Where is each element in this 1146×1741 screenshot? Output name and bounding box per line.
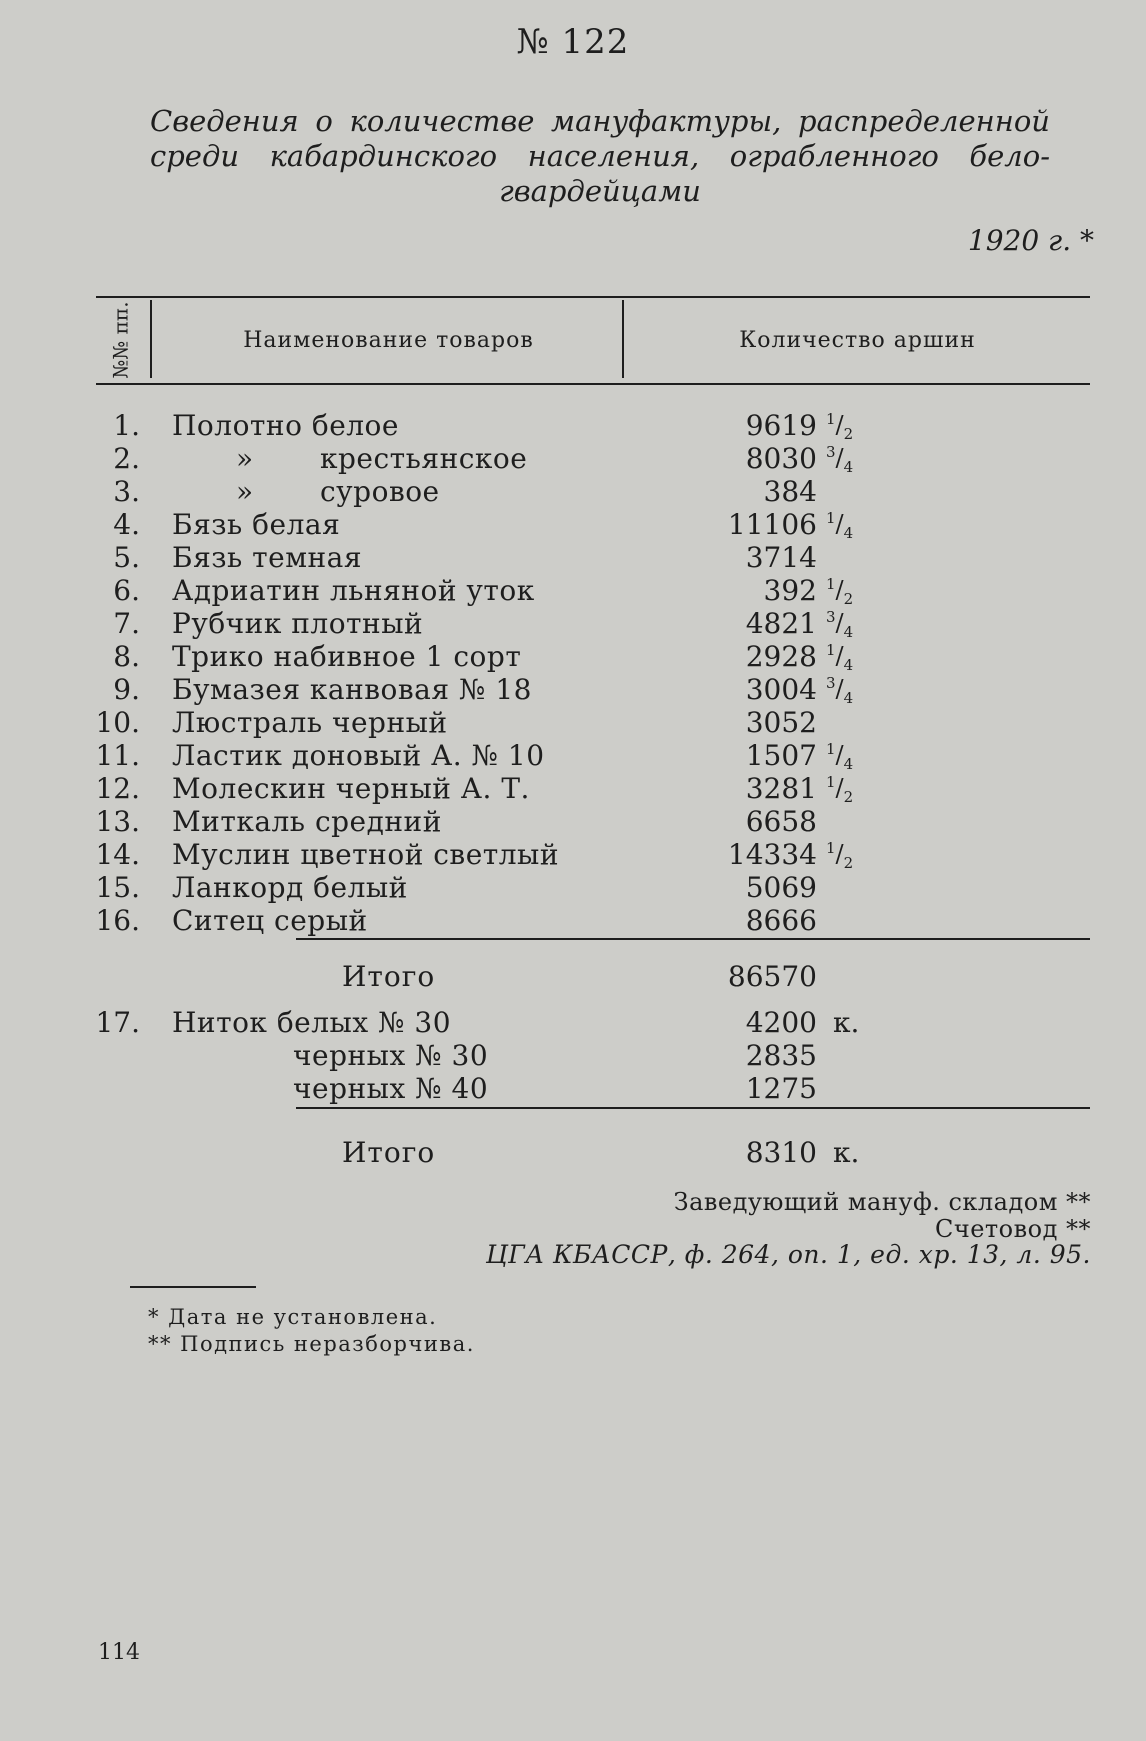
table-body bbox=[0, 409, 1146, 937]
table-row bbox=[0, 442, 1146, 475]
item-quantity: 2928 bbox=[745, 640, 817, 673]
table-row bbox=[0, 409, 1146, 442]
row-number: 9. bbox=[113, 673, 140, 706]
item-quantity: 2835 bbox=[745, 1039, 817, 1072]
total-label: Итого bbox=[342, 1136, 436, 1169]
table-row bbox=[0, 739, 1146, 772]
row-number: 1. bbox=[113, 409, 140, 442]
item-fraction: $^3/_4$ bbox=[826, 608, 854, 641]
column-divider-2 bbox=[622, 300, 624, 378]
row-number: 5. bbox=[113, 541, 140, 574]
item-name: Трико набивное 1 сорт bbox=[172, 640, 522, 673]
item-unit: к. bbox=[833, 1006, 860, 1039]
table-row bbox=[0, 475, 1146, 508]
item-quantity: 9619 bbox=[745, 409, 817, 442]
item-name: Ниток белых № 30 bbox=[172, 1006, 452, 1039]
total-unit: к. bbox=[833, 1136, 860, 1169]
table-row bbox=[0, 640, 1146, 673]
column-header-number bbox=[96, 300, 146, 380]
column-header-number-text: №№ пп. bbox=[109, 301, 134, 379]
table-row bbox=[0, 541, 1146, 574]
row-number: 14. bbox=[95, 838, 140, 871]
item-name: Люстраль черный bbox=[172, 706, 448, 739]
item-quantity: 384 bbox=[763, 475, 817, 508]
table-row bbox=[0, 904, 1146, 937]
table-row bbox=[0, 574, 1146, 607]
footnote-1: * Дата не установлена. bbox=[148, 1305, 438, 1329]
row-number: 11. bbox=[95, 739, 140, 772]
row-number: 7. bbox=[113, 607, 140, 640]
row-number: 6. bbox=[113, 574, 140, 607]
item-fraction: $^1/_4$ bbox=[826, 641, 854, 674]
item-name: Молескин черный А. Т. bbox=[172, 772, 530, 805]
item-quantity: 1275 bbox=[745, 1072, 817, 1105]
item-name: Муслин цветной светлый bbox=[172, 838, 559, 871]
row-number: 13. bbox=[95, 805, 140, 838]
item-quantity: 14334 bbox=[727, 838, 817, 871]
total-value: 86570 bbox=[727, 960, 817, 993]
table-row bbox=[0, 1072, 1146, 1105]
item-quantity: 392 bbox=[763, 574, 817, 607]
item-quantity: 4200 bbox=[745, 1006, 817, 1039]
total-value: 8310 bbox=[745, 1136, 817, 1169]
ditto-mark: » bbox=[236, 475, 254, 508]
document-date: 1920 г. * bbox=[967, 224, 1094, 257]
row-number: 15. bbox=[95, 871, 140, 904]
item-quantity: 3052 bbox=[745, 706, 817, 739]
item-name: Ситец серый bbox=[172, 904, 368, 937]
document-number: № 122 bbox=[516, 22, 630, 62]
table-row bbox=[0, 508, 1146, 541]
item-fraction: $^3/_4$ bbox=[826, 443, 854, 476]
table-row bbox=[0, 871, 1146, 904]
row-number: 4. bbox=[113, 508, 140, 541]
signature-accountant: Счетовод ** bbox=[934, 1215, 1091, 1243]
item-name: Ластик доновый А. № 10 bbox=[172, 739, 545, 772]
item-quantity: 6658 bbox=[745, 805, 817, 838]
column-divider-1 bbox=[150, 300, 152, 378]
item-fraction: $^1/_2$ bbox=[826, 575, 854, 608]
item-quantity: 3281 bbox=[745, 772, 817, 805]
page-number: 114 bbox=[98, 1640, 140, 1665]
item-name: Рубчик плотный bbox=[172, 607, 424, 640]
item-fraction: $^1/_4$ bbox=[826, 509, 854, 542]
item-fraction: $^3/_4$ bbox=[826, 674, 854, 707]
table-top-rule bbox=[96, 296, 1090, 298]
row-number: 12. bbox=[95, 772, 140, 805]
document-title: Сведения о количестве мануфактуры, распределенной среди кабардинского населения, ограбленного бело-гвардейцами bbox=[150, 104, 1050, 208]
item-name: Полотно белое bbox=[172, 409, 399, 442]
table-row bbox=[0, 772, 1146, 805]
item-fraction: $^1/_2$ bbox=[826, 773, 854, 806]
item-name: Миткаль средний bbox=[172, 805, 442, 838]
footnote-2: ** Подпись неразборчива. bbox=[148, 1332, 475, 1356]
row-number: 10. bbox=[95, 706, 140, 739]
item-name-text: суровое bbox=[320, 475, 440, 508]
item-fraction: $^1/_4$ bbox=[826, 740, 854, 773]
item-name: Бумазея канвовая № 18 bbox=[172, 673, 532, 706]
footnote-rule bbox=[130, 1286, 256, 1288]
row-number: 2. bbox=[113, 442, 140, 475]
item-fraction: $^1/_2$ bbox=[826, 410, 854, 443]
item-name: Бязь белая bbox=[172, 508, 341, 541]
row-number: 3. bbox=[113, 475, 140, 508]
archive-source: ЦГА КБАССР, ф. 264, оп. 1, ед. хр. 13, л. 95. bbox=[485, 1240, 1091, 1269]
table-row bbox=[0, 607, 1146, 640]
item-quantity: 8666 bbox=[745, 904, 817, 937]
item-quantity: 5069 bbox=[745, 871, 817, 904]
total-rule-1 bbox=[296, 938, 1090, 940]
item-quantity: 3004 bbox=[745, 673, 817, 706]
table-header-bottom-rule bbox=[96, 383, 1090, 385]
column-header-quantity: Количество аршин bbox=[739, 327, 976, 353]
row-number: 8. bbox=[113, 640, 140, 673]
table-row bbox=[0, 673, 1146, 706]
total-label: Итого bbox=[342, 960, 436, 993]
threads-block bbox=[0, 1006, 1146, 1105]
item-quantity: 11106 bbox=[727, 508, 817, 541]
item-name: Адриатин льняной уток bbox=[172, 574, 535, 607]
row-number: 16. bbox=[95, 904, 140, 937]
item-name: Ланкорд белый bbox=[172, 871, 408, 904]
item-fraction: $^1/_2$ bbox=[826, 839, 854, 872]
total-rule-2 bbox=[296, 1107, 1090, 1109]
column-header-name: Наименование товаров bbox=[243, 327, 534, 353]
table-row bbox=[0, 706, 1146, 739]
item-name: Бязь темная bbox=[172, 541, 363, 574]
item-name-text: крестьянское bbox=[320, 442, 528, 475]
table-row bbox=[0, 1039, 1146, 1072]
signature-warehouse-manager: Заведующий мануф. складом ** bbox=[673, 1188, 1091, 1216]
table-row bbox=[0, 1006, 1146, 1039]
ditto-mark: » bbox=[236, 442, 254, 475]
item-name: черных № 40 bbox=[293, 1072, 489, 1105]
item-quantity: 4821 bbox=[745, 607, 817, 640]
table-row bbox=[0, 838, 1146, 871]
item-quantity: 3714 bbox=[745, 541, 817, 574]
item-quantity: 8030 bbox=[745, 442, 817, 475]
row-number: 17. bbox=[95, 1006, 140, 1039]
item-quantity: 1507 bbox=[745, 739, 817, 772]
item-name: черных № 30 bbox=[293, 1039, 489, 1072]
table-row bbox=[0, 805, 1146, 838]
